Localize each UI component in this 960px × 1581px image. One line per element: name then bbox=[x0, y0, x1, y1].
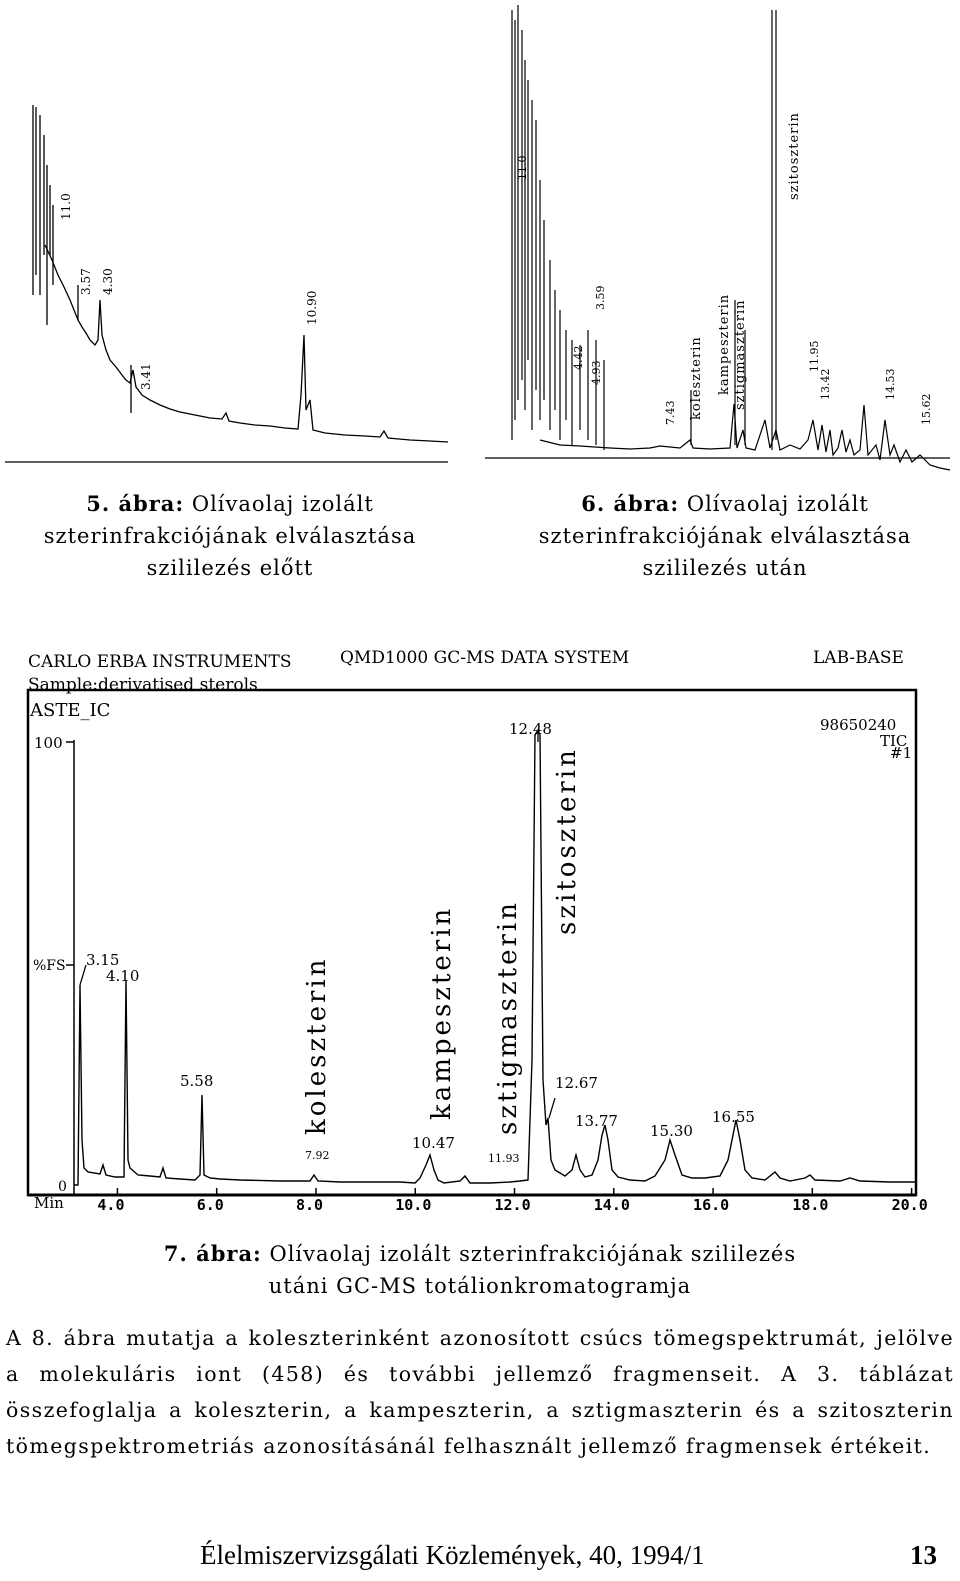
fig7-peak-10.47: 10.47 bbox=[412, 1134, 455, 1152]
fig7-xtick-label: 8.0 bbox=[295, 1196, 324, 1214]
fig7-peak-5.58: 5.58 bbox=[180, 1072, 214, 1090]
fig7-y-0: 0 bbox=[58, 1179, 67, 1195]
fig7-peak-4.10: 4.10 bbox=[106, 967, 140, 985]
fig7-caption-line1: Olívaolaj izolált szterinfrakciójának szililezés bbox=[269, 1242, 797, 1266]
fig6-label-4.42: 4.42 bbox=[572, 345, 585, 370]
fig6-caption bbox=[495, 488, 955, 584]
fig7-compound-szitoszterin: szitoszterin bbox=[552, 747, 582, 935]
fig5-label-3.57: 3.57 bbox=[79, 268, 93, 295]
fig7-compound-koleszterin: koleszterin bbox=[302, 956, 332, 1135]
fig7-run: #1 bbox=[890, 744, 913, 762]
body-paragraph: A 8. ábra mutatja a koleszterinként azonosított csúcs tömegspektrumát, jelölve a molekuláris iont (458) és további jellemző fragmenseit. A 3. táblázat összefoglalja a koleszterin, a kampeszterin, a sztigmaszterin és a szitoszterin tömegspektrometriás azonosításánál felhasznált jellemző fragmensek értékeit. bbox=[6, 1326, 954, 1458]
fig7-peak-12.48: 12.48 bbox=[509, 720, 552, 738]
fig6-label-3.59: 3.59 bbox=[594, 285, 607, 310]
fig6-label-13.42: 13.42 bbox=[819, 368, 832, 400]
fig6-compound-kampeszterin: kampeszterin bbox=[717, 293, 732, 395]
fig7-caption-line2: utáni GC-MS totálionkromatogramja bbox=[268, 1274, 692, 1298]
fig7-peak-3.15: 3.15 bbox=[86, 951, 120, 969]
fig6-caption-line2: szterinfrakciójának elválasztása bbox=[538, 524, 912, 548]
fig7-small-11.93: 11.93 bbox=[488, 1152, 520, 1165]
fig5-chromatogram bbox=[0, 95, 460, 470]
fig6-caption-line3: szililezés után bbox=[642, 556, 808, 580]
fig6-label-11.0: 11.0 bbox=[516, 155, 529, 180]
fig7-compound-kampeszterin: kampeszterin bbox=[427, 905, 457, 1120]
fig7-file: ASTE_IC bbox=[30, 700, 111, 721]
fig5-trace-early bbox=[33, 105, 53, 325]
fig7-xtick-label: 12.0 bbox=[494, 1196, 531, 1214]
fig7-caption-num: 7. ábra: bbox=[163, 1241, 262, 1266]
fig7-header-left: CARLO ERBA INSTRUMENTS bbox=[28, 652, 292, 672]
footer-page-number: 13 bbox=[910, 1540, 937, 1570]
fig7-xtick-label: 14.0 bbox=[593, 1196, 630, 1214]
fig6-label-15.62: 15.62 bbox=[920, 393, 933, 425]
fig7-frame bbox=[28, 690, 916, 1195]
fig6-label-11.95: 11.95 bbox=[808, 340, 821, 372]
fig7-x-min: Min bbox=[34, 1194, 64, 1212]
fig6-compound-koleszterin: koleszterin bbox=[689, 336, 704, 420]
fig7-xtick-label: 6.0 bbox=[196, 1196, 224, 1214]
fig7-peak-15.30: 15.30 bbox=[650, 1122, 693, 1140]
fig6-compound-sztigmaszterin: sztigmaszterin bbox=[733, 299, 748, 410]
fig6-label-14.53: 14.53 bbox=[884, 368, 897, 400]
fig7-tic: TIC bbox=[880, 732, 908, 750]
fig7-xtick-label: 18.0 bbox=[792, 1196, 829, 1214]
fig5-caption-line3: szililezés előtt bbox=[146, 556, 314, 580]
fig5-caption-num: 5. ábra: bbox=[86, 491, 185, 516]
fig7-header-mid: QMD1000 GC-MS DATA SYSTEM bbox=[340, 648, 630, 668]
fig5-caption-line2: szterinfrakciójának elválasztása bbox=[43, 524, 417, 548]
fig7-xtick-label: 20.0 bbox=[891, 1196, 928, 1214]
fig7-compound-sztigmaszterin: sztigmaszterin bbox=[493, 900, 523, 1135]
fig5-caption bbox=[10, 488, 450, 584]
fig7-xtick-label: 16.0 bbox=[693, 1196, 730, 1214]
fig7-small-7.92: 7.92 bbox=[305, 1149, 330, 1162]
footer-journal: Élelmiszervizsgálati Közlemények, 40, 1994/1 bbox=[200, 1540, 705, 1570]
fig6-label-4.93: 4.93 bbox=[590, 360, 603, 385]
fig7-callout-12.67 bbox=[549, 1098, 555, 1118]
fig7-peak-12.67: 12.67 bbox=[555, 1074, 598, 1092]
fig6-caption-num: 6. ábra: bbox=[581, 491, 680, 516]
fig7-caption bbox=[60, 1238, 900, 1302]
fig7-sample: Sample:derivatised sterols bbox=[28, 675, 258, 695]
fig7-x-ticks bbox=[97, 1188, 927, 1214]
fig7-scan-id: 98650240 bbox=[820, 716, 897, 734]
fig5-label-4.30: 4.30 bbox=[101, 268, 115, 295]
fig7-peak-13.77: 13.77 bbox=[575, 1112, 618, 1130]
fig7-xtick-label: 10.0 bbox=[395, 1196, 432, 1214]
fig6-compound-szitoszterin: szitoszterin bbox=[787, 112, 802, 200]
fig7-y-100: 100 bbox=[34, 734, 63, 752]
fig7-chromatogram bbox=[20, 640, 935, 1220]
fig5-label-10.90: 10.90 bbox=[305, 290, 319, 325]
fig6-chromatogram bbox=[480, 0, 955, 480]
fig7-y-fs: %FS bbox=[33, 958, 66, 974]
fig5-caption-line1: Olívaolaj izolált bbox=[191, 492, 374, 516]
fig6-label-7.43: 7.43 bbox=[664, 400, 677, 425]
fig5-label-3.41: 3.41 bbox=[139, 363, 153, 390]
fig5-label-11.0: 11.0 bbox=[59, 193, 73, 220]
fig7-peak-16.55: 16.55 bbox=[712, 1108, 755, 1126]
fig7-header-right: LAB-BASE bbox=[813, 648, 904, 668]
fig6-caption-line1: Olívaolaj izolált bbox=[686, 492, 869, 516]
fig7-xtick-label: 4.0 bbox=[97, 1196, 125, 1214]
